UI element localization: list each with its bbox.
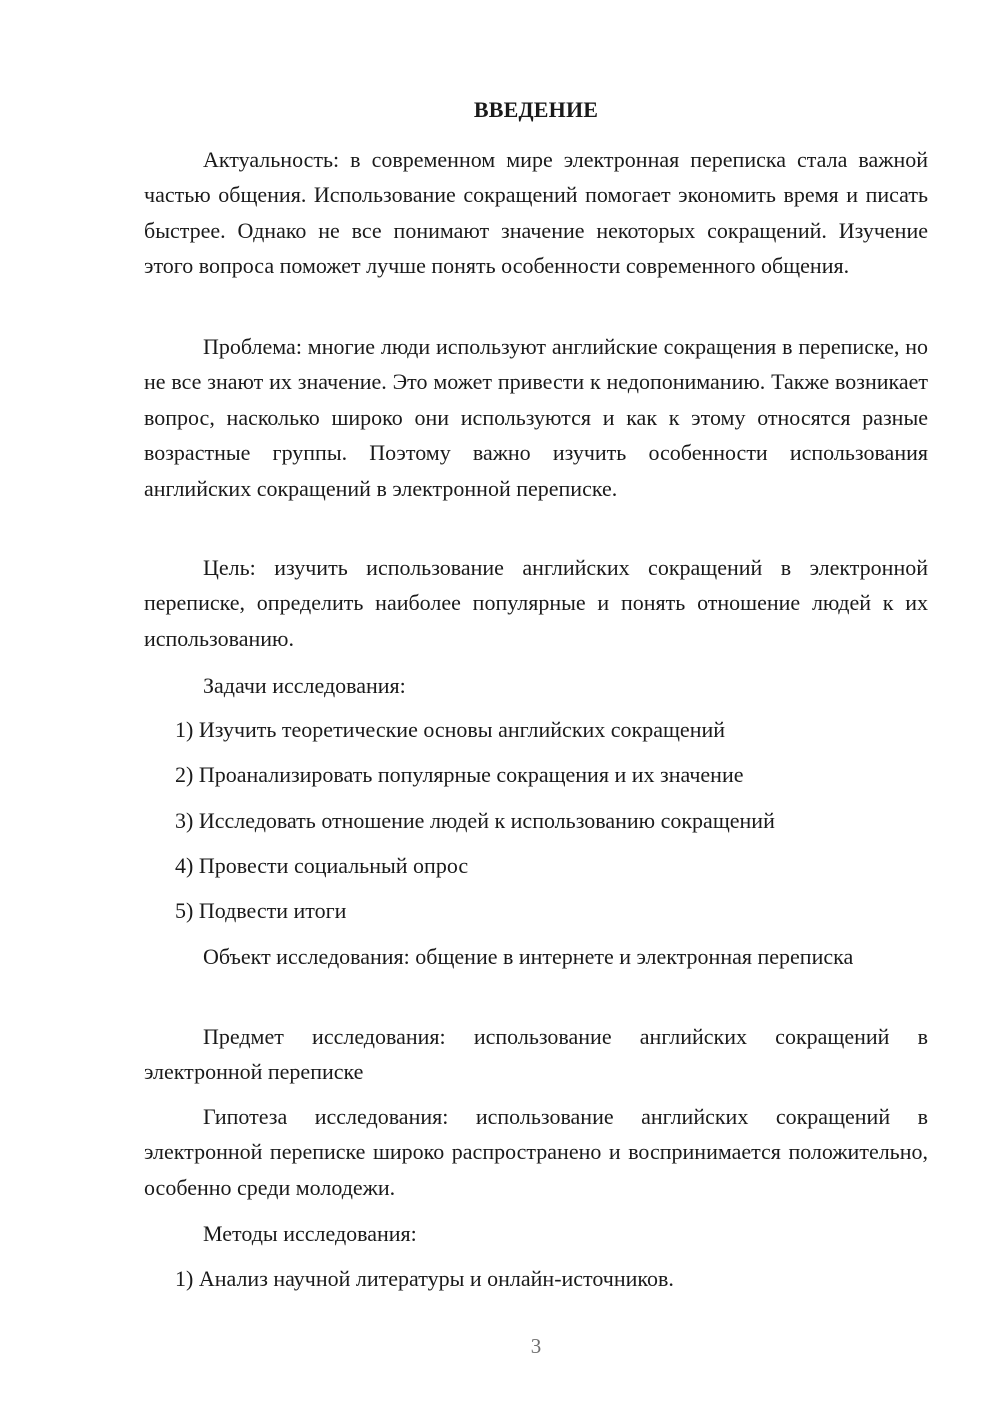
object-paragraph: Объект исследования: общение в интернете и электронная переписка: [203, 944, 854, 969]
relevance-paragraph: Актуальность: в современном мире электронная переписка стала важной частью общения. Использование сокращений помогает экономить время и писать быстрее. Однако не все понимают значение некоторых сокращений. Изучение этого вопроса поможет лучше понять особенности современного общения.: [144, 147, 928, 279]
task-item: 1) Изучить теоретические основы английских сокращений: [175, 717, 726, 742]
hypothesis-paragraph: Гипотеза исследования: использование английских сокращений в электронной переписке широко распространено и воспринимается положительно, особенно среди молодежи.: [144, 1104, 928, 1200]
page-title: ВВЕДЕНИЕ: [473, 97, 599, 122]
subject-paragraph: Предмет исследования: использование английских сокращений в электронной переписке: [144, 1024, 928, 1085]
task-item: 3) Исследовать отношение людей к использованию сокращений: [175, 808, 775, 833]
page-number: 3: [530, 1334, 542, 1358]
problem-paragraph: Проблема: многие люди используют английские сокращения в переписке, но не все знают их значение. Это может привести к недопониманию. Также возникает вопрос, насколько широко они используются и как к этому относятся разные возрастные группы. Поэтому важно изучить особенности использования английских сокращений в электронной переписке.: [144, 334, 928, 501]
document-page: [144, 0, 928, 1414]
task-item: 5) Подвести итоги: [175, 898, 347, 923]
goal-paragraph: Цель: изучить использование английских сокращений в электронной переписке, определить наиболее популярные и понять отношение людей к их использованию.: [144, 555, 928, 651]
tasks-heading: Задачи исследования:: [203, 673, 406, 698]
method-item: 1) Анализ научной литературы и онлайн-источников.: [175, 1266, 674, 1291]
methods-heading: Методы исследования:: [203, 1221, 417, 1246]
task-item: 2) Проанализировать популярные сокращения и их значение: [175, 762, 744, 787]
task-item: 4) Провести социальный опрос: [175, 853, 469, 878]
